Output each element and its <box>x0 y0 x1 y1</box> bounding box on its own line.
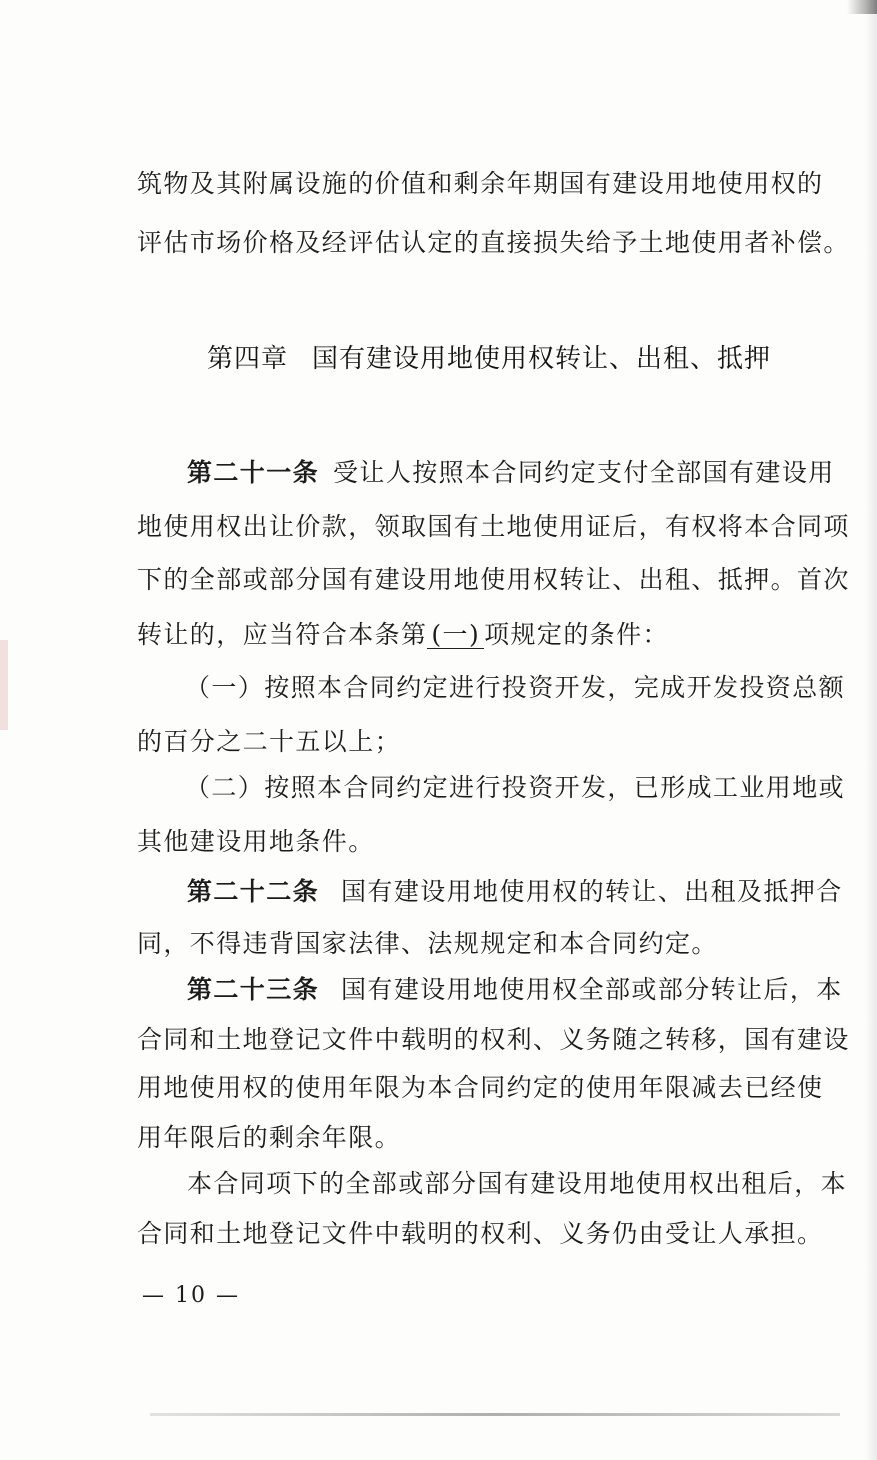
article-21-condition-fill: (一) <box>427 622 484 649</box>
intro-line-2: 评估市场价格及经评估认定的直接损失给予土地使用者补偿。 <box>137 228 850 257</box>
article-21-line-1: 受让人按照本合同约定支付全部国有建设用 <box>333 458 835 487</box>
intro-line-1: 筑物及其附属设施的价值和剩余年期国有建设用地使用权的 <box>137 169 824 198</box>
article-21-line-4-prefix: 转让的，应当符合本条第 <box>137 620 428 649</box>
article-22-line-1: 国有建设用地使用权的转让、出租及抵押合 <box>341 877 843 906</box>
chapter-title: 国有建设用地使用权转让、出租、抵押 <box>312 344 772 374</box>
article-21-item-2-line-1: （二）按照本合同约定进行投资开发，已形成工业用地或 <box>185 773 846 802</box>
closing-line-2: 合同和土地登记文件中载明的权利、义务仍由受让人承担。 <box>137 1219 824 1248</box>
scan-corner-shadow <box>847 0 877 14</box>
article-21-item-1-line-2: 的百分之二十五以上； <box>137 727 402 756</box>
article-21-line-2: 地使用权出让价款，领取国有土地使用证后，有权将本合同项 <box>137 512 850 541</box>
chapter-number: 第四章 <box>207 344 289 374</box>
scan-left-mark <box>0 640 8 730</box>
scan-edge-shadow <box>865 0 877 1460</box>
chapter-heading <box>207 346 771 372</box>
article-22-label: 第二十二条 <box>187 877 320 906</box>
article-23-line-3: 用地使用权的使用年限为本合同约定的使用年限减去已经使 <box>137 1073 824 1102</box>
article-22-line-2: 同，不得违背国家法律、法规规定和本合同约定。 <box>137 929 718 958</box>
closing-line-1: 本合同项下的全部或部分国有建设用地使用权出租后，本 <box>187 1169 848 1198</box>
article-21-line-3: 下的全部或部分国有建设用地使用权转让、出租、抵押。首次 <box>137 565 850 594</box>
page-number: — 10 — <box>142 1283 240 1308</box>
article-23-line-1: 国有建设用地使用权全部或部分转让后，本 <box>341 975 843 1004</box>
article-21-first-line <box>187 460 835 485</box>
article-21-line-4 <box>137 622 669 649</box>
article-22-first-line <box>187 879 843 904</box>
article-23-first-line <box>187 977 843 1002</box>
scan-bottom-edge <box>150 1413 840 1416</box>
article-21-line-4-suffix: 项规定的条件： <box>484 620 669 649</box>
article-21-item-1-line-1: （一）按照本合同约定进行投资开发，完成开发投资总额 <box>185 673 846 702</box>
article-23-line-2: 合同和土地登记文件中载明的权利、义务随之转移，国有建设 <box>137 1025 850 1054</box>
article-23-line-4: 用年限后的剩余年限。 <box>137 1123 402 1152</box>
article-23-label: 第二十三条 <box>187 975 320 1004</box>
article-21-label: 第二十一条 <box>187 458 320 487</box>
article-21-item-2-line-2: 其他建设用地条件。 <box>137 827 375 856</box>
